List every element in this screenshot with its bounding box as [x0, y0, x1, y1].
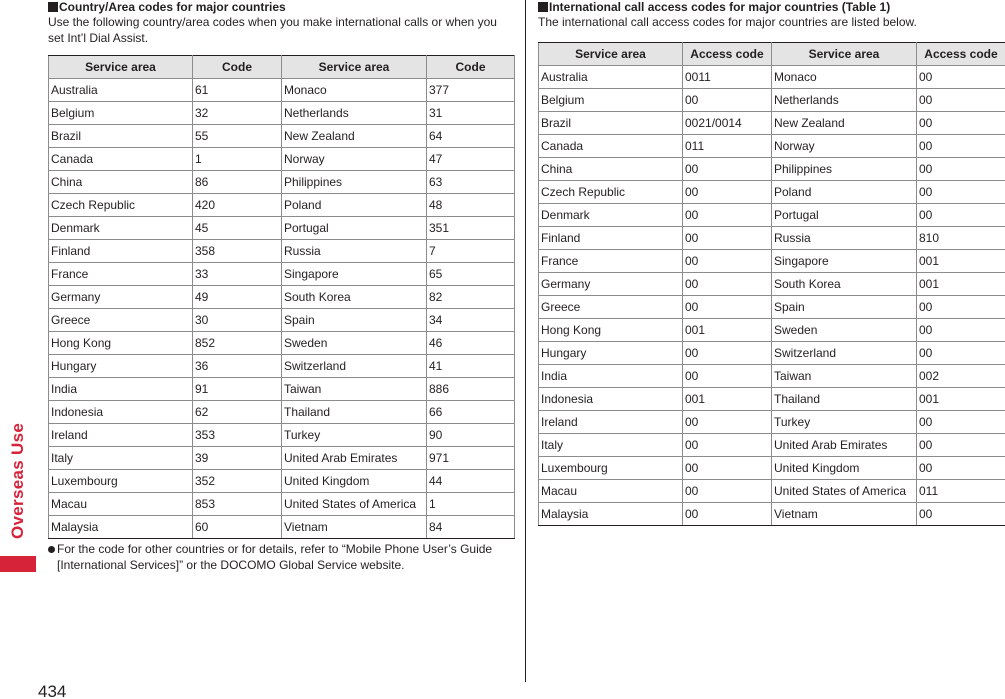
service-area-cell: Netherlands	[772, 88, 917, 111]
service-area-cell: Switzerland	[282, 355, 427, 378]
code-cell: 00	[917, 456, 1005, 479]
code-cell: 39	[193, 447, 282, 470]
table-header-row	[49, 56, 515, 79]
code-cell: 00	[917, 433, 1005, 456]
code-cell: 00	[917, 180, 1005, 203]
code-cell: 1	[193, 148, 282, 171]
service-area-cell: India	[49, 378, 193, 401]
service-area-cell: Germany	[49, 286, 193, 309]
table-row	[49, 378, 515, 401]
note-text: For the code for other countries or for details, refer to “Mobile Phone User’s Guide [International Services]” or the DOCOMO Global Service website.	[57, 542, 493, 572]
code-cell: 351	[427, 217, 515, 240]
service-area-cell: Malaysia	[539, 502, 683, 525]
code-cell: 63	[427, 171, 515, 194]
code-cell: 810	[917, 226, 1005, 249]
table-row	[49, 516, 515, 539]
service-area-cell: Taiwan	[772, 364, 917, 387]
code-cell: 0011	[683, 65, 772, 88]
code-cell: 0021/0014	[683, 111, 772, 134]
code-cell: 36	[193, 355, 282, 378]
service-area-cell: Vietnam	[772, 502, 917, 525]
code-cell: 00	[917, 157, 1005, 180]
column-header: Service area	[49, 56, 193, 79]
table-row	[539, 272, 1005, 295]
service-area-cell: Hungary	[49, 355, 193, 378]
table-row	[49, 79, 515, 102]
code-cell: 00	[917, 203, 1005, 226]
table-row	[539, 456, 1005, 479]
code-cell: 00	[683, 410, 772, 433]
service-area-cell: India	[539, 364, 683, 387]
code-cell: 00	[683, 226, 772, 249]
side-tab	[0, 0, 36, 572]
access-codes-table	[538, 42, 1005, 526]
code-cell: 00	[917, 88, 1005, 111]
service-area-cell: Norway	[282, 148, 427, 171]
service-area-cell: Hungary	[539, 341, 683, 364]
table-row	[49, 148, 515, 171]
code-cell: 00	[683, 364, 772, 387]
code-cell: 011	[683, 134, 772, 157]
service-area-cell: United Kingdom	[772, 456, 917, 479]
column-header: Access code	[917, 42, 1005, 65]
table-row	[539, 364, 1005, 387]
code-cell: 46	[427, 332, 515, 355]
service-area-cell: China	[539, 157, 683, 180]
code-cell: 00	[683, 456, 772, 479]
column-header: Service area	[539, 42, 683, 65]
column-header: Service area	[282, 56, 427, 79]
code-cell: 00	[917, 318, 1005, 341]
service-area-cell: Turkey	[282, 424, 427, 447]
service-area-cell: Philippines	[282, 171, 427, 194]
code-cell: 82	[427, 286, 515, 309]
table-row	[49, 240, 515, 263]
code-cell: 420	[193, 194, 282, 217]
code-cell: 886	[427, 378, 515, 401]
service-area-cell: Portugal	[772, 203, 917, 226]
code-cell: 001	[917, 249, 1005, 272]
table-row	[539, 203, 1005, 226]
service-area-cell: Malaysia	[49, 516, 193, 539]
table-row	[539, 502, 1005, 525]
service-area-cell: Poland	[772, 180, 917, 203]
code-cell: 352	[193, 470, 282, 493]
service-area-cell: Monaco	[772, 65, 917, 88]
code-cell: 377	[427, 79, 515, 102]
table-row	[539, 318, 1005, 341]
code-cell: 011	[917, 479, 1005, 502]
code-cell: 30	[193, 309, 282, 332]
service-area-cell: United States of America	[282, 493, 427, 516]
table-row	[49, 217, 515, 240]
service-area-cell: Macau	[49, 493, 193, 516]
table-row	[539, 433, 1005, 456]
code-cell: 1	[427, 493, 515, 516]
code-cell: 48	[427, 194, 515, 217]
table-row	[49, 102, 515, 125]
code-cell: 971	[427, 447, 515, 470]
country-codes-heading	[48, 0, 514, 13]
service-area-cell: Greece	[49, 309, 193, 332]
service-area-cell: Russia	[282, 240, 427, 263]
service-area-cell: Vietnam	[282, 516, 427, 539]
code-cell: 55	[193, 125, 282, 148]
code-cell: 61	[193, 79, 282, 102]
service-area-cell: France	[539, 249, 683, 272]
table-header-row	[539, 42, 1005, 65]
service-area-cell: Portugal	[282, 217, 427, 240]
code-cell: 64	[427, 125, 515, 148]
code-cell: 00	[683, 88, 772, 111]
column-header: Code	[427, 56, 515, 79]
service-area-cell: Monaco	[282, 79, 427, 102]
table-row	[49, 194, 515, 217]
code-cell: 00	[917, 295, 1005, 318]
table-row	[49, 286, 515, 309]
table-row	[49, 171, 515, 194]
code-cell: 86	[193, 171, 282, 194]
service-area-cell: Singapore	[772, 249, 917, 272]
service-area-cell: Norway	[772, 134, 917, 157]
service-area-cell: Turkey	[772, 410, 917, 433]
table-row	[539, 111, 1005, 134]
code-cell: 00	[683, 341, 772, 364]
code-cell: 00	[683, 249, 772, 272]
code-cell: 852	[193, 332, 282, 355]
code-cell: 001	[917, 272, 1005, 295]
service-area-cell: Denmark	[539, 203, 683, 226]
code-cell: 65	[427, 263, 515, 286]
code-cell: 002	[917, 364, 1005, 387]
access-codes-intro: The international call access codes for major countries are listed below.	[538, 15, 917, 29]
code-cell: 00	[917, 134, 1005, 157]
service-area-cell: Sweden	[772, 318, 917, 341]
code-cell: 84	[427, 516, 515, 539]
square-bullet-icon	[538, 2, 548, 12]
code-cell: 45	[193, 217, 282, 240]
code-cell: 31	[427, 102, 515, 125]
code-cell: 34	[427, 309, 515, 332]
side-tab-bar	[0, 556, 36, 572]
service-area-cell: South Korea	[282, 286, 427, 309]
code-cell: 001	[917, 387, 1005, 410]
column-divider	[525, 0, 526, 682]
service-area-cell: Germany	[539, 272, 683, 295]
service-area-cell: Australia	[539, 65, 683, 88]
table-row	[49, 263, 515, 286]
service-area-cell: France	[49, 263, 193, 286]
code-cell: 353	[193, 424, 282, 447]
service-area-cell: Taiwan	[282, 378, 427, 401]
table-row	[49, 355, 515, 378]
code-cell: 49	[193, 286, 282, 309]
service-area-cell: Luxembourg	[49, 470, 193, 493]
code-cell: 60	[193, 516, 282, 539]
country-codes-title: Country/Area codes for major countries	[59, 0, 286, 14]
service-area-cell: Luxembourg	[539, 456, 683, 479]
table-row	[49, 309, 515, 332]
code-cell: 32	[193, 102, 282, 125]
service-area-cell: Singapore	[282, 263, 427, 286]
service-area-cell: Brazil	[539, 111, 683, 134]
code-cell: 62	[193, 401, 282, 424]
code-cell: 00	[683, 295, 772, 318]
service-area-cell: Czech Republic	[539, 180, 683, 203]
country-codes-note	[48, 542, 514, 573]
code-cell: 358	[193, 240, 282, 263]
column-header: Access code	[683, 42, 772, 65]
code-cell: 853	[193, 493, 282, 516]
side-tab-label: Overseas Use	[8, 422, 27, 540]
code-cell: 00	[683, 479, 772, 502]
table-row	[49, 401, 515, 424]
service-area-cell: Canada	[539, 134, 683, 157]
service-area-cell: Netherlands	[282, 102, 427, 125]
service-area-cell: Poland	[282, 194, 427, 217]
table-row	[539, 65, 1005, 88]
code-cell: 00	[917, 410, 1005, 433]
code-cell: 00	[683, 157, 772, 180]
service-area-cell: Italy	[539, 433, 683, 456]
service-area-cell: Italy	[49, 447, 193, 470]
service-area-cell: Belgium	[539, 88, 683, 111]
service-area-cell: Sweden	[282, 332, 427, 355]
country-codes-intro: Use the following country/area codes when you make international calls or when you set Int’l Dial Assist.	[48, 15, 497, 45]
code-cell: 00	[683, 180, 772, 203]
code-cell: 41	[427, 355, 515, 378]
table-row	[49, 125, 515, 148]
service-area-cell: United States of America	[772, 479, 917, 502]
service-area-cell: Ireland	[539, 410, 683, 433]
table-row	[49, 470, 515, 493]
page-number: 434	[38, 682, 67, 699]
code-cell: 00	[683, 433, 772, 456]
code-cell: 47	[427, 148, 515, 171]
table-row	[539, 249, 1005, 272]
service-area-cell: Spain	[772, 295, 917, 318]
service-area-cell: Australia	[49, 79, 193, 102]
service-area-cell: New Zealand	[282, 125, 427, 148]
service-area-cell: Finland	[49, 240, 193, 263]
country-codes-section	[48, 0, 514, 573]
service-area-cell: Spain	[282, 309, 427, 332]
table-row	[539, 410, 1005, 433]
service-area-cell: China	[49, 171, 193, 194]
service-area-cell: United Arab Emirates	[282, 447, 427, 470]
table-row	[539, 295, 1005, 318]
table-row	[539, 157, 1005, 180]
service-area-cell: Canada	[49, 148, 193, 171]
code-cell: 001	[683, 387, 772, 410]
code-cell: 00	[917, 502, 1005, 525]
code-cell: 44	[427, 470, 515, 493]
table-row	[539, 134, 1005, 157]
service-area-cell: Indonesia	[49, 401, 193, 424]
access-codes-section	[538, 0, 1005, 526]
code-cell: 001	[683, 318, 772, 341]
table-row	[49, 332, 515, 355]
service-area-cell: New Zealand	[772, 111, 917, 134]
country-codes-table	[48, 55, 515, 539]
service-area-cell: Greece	[539, 295, 683, 318]
code-cell: 00	[683, 203, 772, 226]
table-row	[49, 447, 515, 470]
service-area-cell: Philippines	[772, 157, 917, 180]
table-row	[539, 387, 1005, 410]
code-cell: 00	[917, 341, 1005, 364]
service-area-cell: Thailand	[772, 387, 917, 410]
service-area-cell: Brazil	[49, 125, 193, 148]
service-area-cell: United Arab Emirates	[772, 433, 917, 456]
table-row	[539, 341, 1005, 364]
table-row	[539, 180, 1005, 203]
service-area-cell: United Kingdom	[282, 470, 427, 493]
service-area-cell: Czech Republic	[49, 194, 193, 217]
access-codes-heading	[538, 0, 1005, 13]
code-cell: 7	[427, 240, 515, 263]
code-cell: 66	[427, 401, 515, 424]
service-area-cell: South Korea	[772, 272, 917, 295]
service-area-cell: Hong Kong	[49, 332, 193, 355]
code-cell: 00	[683, 502, 772, 525]
bullet-icon	[48, 546, 55, 553]
table-row	[539, 88, 1005, 111]
code-cell: 90	[427, 424, 515, 447]
column-header: Code	[193, 56, 282, 79]
code-cell: 00	[683, 272, 772, 295]
table-row	[539, 479, 1005, 502]
service-area-cell: Thailand	[282, 401, 427, 424]
access-codes-title: International call access codes for major countries (Table 1)	[549, 0, 891, 14]
service-area-cell: Russia	[772, 226, 917, 249]
code-cell: 91	[193, 378, 282, 401]
code-cell: 33	[193, 263, 282, 286]
table-row	[49, 493, 515, 516]
column-header: Service area	[772, 42, 917, 65]
code-cell: 00	[917, 65, 1005, 88]
service-area-cell: Hong Kong	[539, 318, 683, 341]
service-area-cell: Switzerland	[772, 341, 917, 364]
table-row	[49, 424, 515, 447]
service-area-cell: Belgium	[49, 102, 193, 125]
service-area-cell: Ireland	[49, 424, 193, 447]
table-row	[539, 226, 1005, 249]
service-area-cell: Denmark	[49, 217, 193, 240]
service-area-cell: Macau	[539, 479, 683, 502]
code-cell: 00	[917, 111, 1005, 134]
service-area-cell: Indonesia	[539, 387, 683, 410]
service-area-cell: Finland	[539, 226, 683, 249]
square-bullet-icon	[48, 2, 58, 12]
